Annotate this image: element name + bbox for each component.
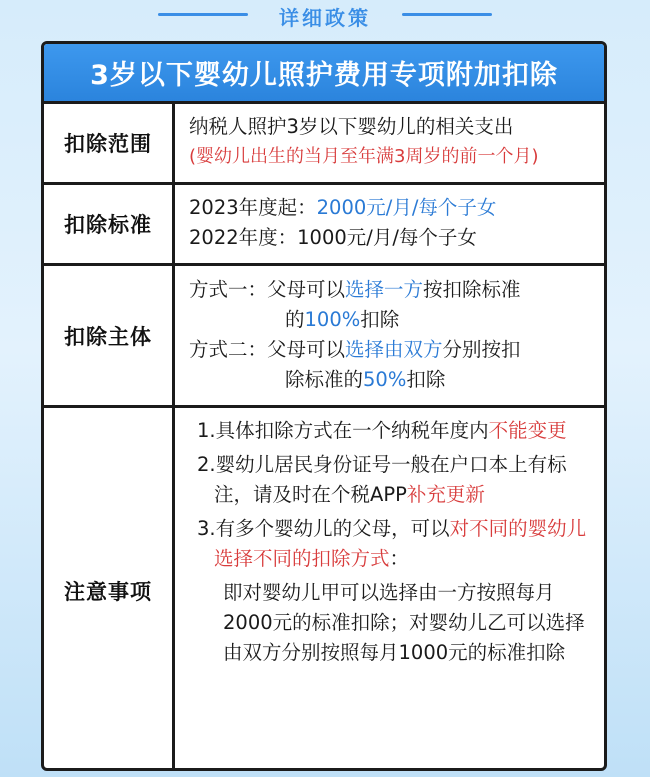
subject-method1-line2 (189, 305, 596, 335)
content-notes (175, 408, 604, 771)
m1-text-d: 的 (285, 308, 305, 331)
policy-table (41, 41, 607, 771)
content-standard (175, 185, 604, 263)
m1-percent: 100% (304, 308, 361, 331)
subject-method1-line1 (189, 275, 596, 305)
m1-text-a: 方式一：父母可以 (189, 278, 346, 301)
content-subject (175, 266, 604, 405)
label-scope: 扣除范围 (44, 104, 175, 182)
label-notes: 注意事项 (44, 408, 175, 771)
m1-text-f: 扣除 (360, 308, 400, 331)
table-title: 3岁以下婴幼儿照护费用专项附加扣除 (44, 44, 604, 104)
m2-text-c: 分别按扣 (442, 338, 521, 361)
note-3-highlight: 对不同的婴幼儿选择不同的扣除方式 (214, 517, 587, 570)
standard-line1-value: 2000元/月/每个子女 (316, 196, 497, 219)
row-scope (44, 104, 604, 185)
subject-method2-line1 (189, 335, 596, 365)
standard-line1 (189, 193, 596, 223)
section-title: 详细政策 (279, 6, 371, 30)
row-standard (44, 185, 604, 266)
standard-line1-prefix: 2023年度起： (189, 196, 317, 219)
note-3-detail: 即对婴幼儿甲可以选择由一方按照每月2000元的标准扣除；对婴幼儿乙可以选择由双方分别按照每月1000元的标准扣除 (223, 581, 585, 664)
scope-line2: (婴幼儿出生的当月至年满3周岁的前一个月) (189, 146, 539, 167)
note-1 (197, 416, 594, 446)
note-1-highlight: 不能变更 (488, 419, 567, 442)
m1-highlight: 选择一方 (345, 278, 424, 301)
note-3-text: 3.有多个婴幼儿的父母，可以 (197, 517, 450, 540)
label-standard: 扣除标准 (44, 185, 175, 263)
note-3-colon: ： (389, 547, 410, 570)
m1-text-c: 按扣除标准 (423, 278, 521, 301)
standard-line2: 2022年度：1000元/月/每个子女 (189, 226, 477, 249)
header-line-right (402, 13, 492, 16)
m2-highlight: 选择由双方 (345, 338, 443, 361)
m2-percent: 50% (363, 368, 407, 391)
m2-text-a: 方式二：父母可以 (189, 338, 346, 361)
content-scope (175, 104, 604, 182)
note-3 (197, 514, 594, 574)
note-2 (197, 450, 594, 510)
note-2-highlight: 补充更新 (406, 483, 485, 506)
m2-text-d: 除标准的 (285, 368, 364, 391)
scope-line1: 纳税人照护3岁以下婴幼儿的相关支出 (189, 115, 514, 138)
section-header (0, 0, 650, 36)
note-1-text: 1.具体扣除方式在一个纳税年度内 (197, 419, 489, 442)
label-subject: 扣除主体 (44, 266, 175, 405)
row-subject (44, 266, 604, 408)
m2-text-f: 扣除 (406, 368, 446, 391)
note-2-text: 2.婴幼儿居民身份证号一般在户口本上有标注，请及时在个税APP (197, 453, 567, 506)
subject-method2-line2 (189, 365, 596, 395)
row-notes (44, 408, 604, 771)
